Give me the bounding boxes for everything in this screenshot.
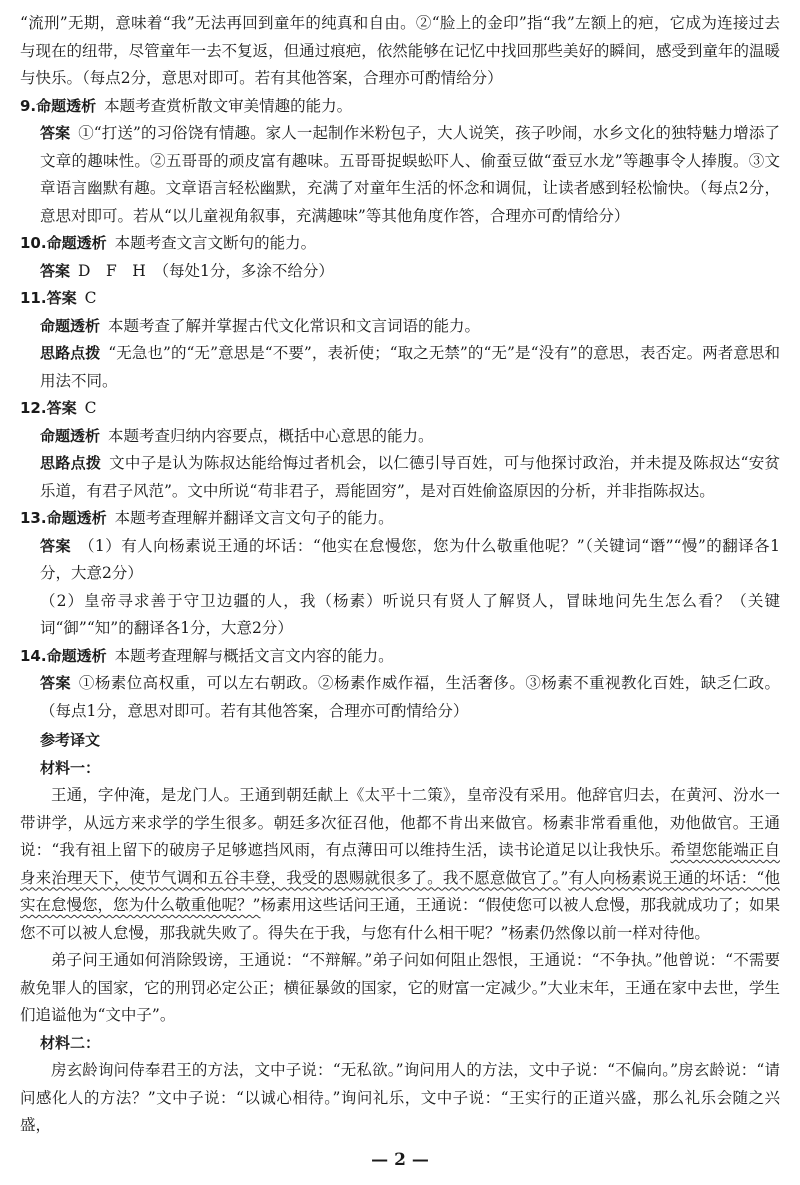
q10-answer-label: 答案 [40,261,71,280]
q10-analysis [20,230,780,258]
q14-number: 14. [20,646,47,665]
q12-answer [20,395,780,423]
q10-analysis-label: 命题透析 [46,234,107,252]
q14-answer-label: 答案 [40,674,71,692]
q14-answer-text: ①杨素位高权重，可以左右朝政。②杨素作威作福，生活奢侈。③杨素不重视教化百姓，缺乏仁政。（每点1分，意思对即可。若有其他答案，合理亦可酌情给分） [40,674,780,720]
q9-number: 9. [20,96,37,115]
q13-answer-text-1: （1）有人向杨素说王通的坏话：“他实在怠慢您，您为什么敬重他呢？”（关键词“谮”“慢”的翻译各1分，大意2分） [40,536,780,582]
q11-hint [20,340,780,395]
q12-analysis-text: 本题考查归纳内容要点，概括中心意思的能力。 [108,426,434,445]
q13-analysis [20,505,780,533]
q9-analysis-label: 命题透析 [36,96,97,115]
q9-answer [20,120,780,230]
q9-analysis [20,93,780,121]
material-2-label: 材料二： [40,1033,101,1052]
q10-answer [20,258,780,286]
q12-analysis-label: 命题透析 [40,426,101,445]
q13-answer [20,533,780,588]
q9-analysis-text: 本题考查赏析散文审美情趣的能力。 [104,96,353,115]
q12-answer-label: 答案 [46,399,77,417]
answer-8-continuation: “流刑”无期，意味着“我”无法再回到童年的纯真和自由。②“脸上的金印”指“我”左额上的疤，它成为连接过去与现在的纽带，尽管童年一去不复返，但通过痕疤，依然能够在记忆中找回那些美好的瞬间，感受到童年的温暖与快乐。（每点2分，意思对即可。若有其他答案，合理亦可酌情给分） [20,14,780,87]
material-2-paragraph-1: 房玄龄询问侍奉君王的方法，文中子说：“无私欲。”询问用人的方法，文中子说：“不偏向。”房玄龄说：“请问感化人的方法？”文中子说：“以诚心相待。”询问礼乐，文中子说：“王实行的正道兴盛，那么礼乐会随之兴盛， [20,1061,780,1134]
q11-hint-label: 思路点拨 [40,344,101,362]
q14-answer [20,670,780,725]
q10-number: 10. [20,234,47,252]
q11-analysis-text: 本题考查了解并掌握古代文化常识和文言词语的能力。 [108,316,481,335]
q11-answer-label: 答案 [46,289,77,307]
q14-analysis-text: 本题考查理解与概括文言文内容的能力。 [114,646,394,665]
q12-answer-text: C [84,399,97,417]
q10-answer-text: D F H （每处1分，多涂不给分） [78,261,334,280]
q11-analysis-label: 命题透析 [40,316,101,335]
material-1-label: 材料一： [40,758,101,777]
q13-analysis-label: 命题透析 [46,509,107,527]
wavy-underline-sentence-1: 希望您能端正自身来治理天下，使节气调和五谷丰登，我受的恩赐就很多了。我不愿意做官了。 [20,841,780,887]
q12-analysis [20,423,780,451]
q12-number: 12. [20,399,47,417]
page-number: — 2 — [371,1150,429,1170]
q11-number: 11. [20,289,47,307]
q14-analysis [20,643,780,671]
q12-hint-text: 文中子是认为陈叔达能给悔过者机会，以仁德引导百姓，可与他探讨政治，并未提及陈叔达“安贫乐道，有君子风范”。文中所说“苟非君子，焉能固穷”，是对百姓偷盗原因的分析，并非指陈叔达。 [40,454,780,500]
q12-hint [20,450,780,505]
translation-heading: 参考译文 [40,731,101,749]
q11-answer-text: C [84,289,97,307]
q9-answer-label: 答案 [40,124,71,142]
material-1-paragraph-1: 王通，字仲淹，是龙门人。王通到朝廷献上《太平十二策》，皇帝没有采用。他辞官归去，在黄河、汾水一带讲学，从远方来求学的学生很多。朝廷多次征召他，他都不肯出来做官。杨素非常看重他，劝他做官。王通说：“我有祖上留下的破房子足够遮挡风雨，有点薄田可以维持生活，读书论道足以让我快乐。希望您能端正自身来治理天下，使节气调和五谷丰登，我受的恩赐就很多了。我不愿意做官了。”有人向杨素说王通的坏话：“他实在怠慢您，您为什么敬重他呢？”杨素用这些话问王通，王通说：“假使您可以被人怠慢，那我就成功了；如果您不可以被人怠慢，那我就失败了。得失在于我，与您有什么相干呢？”杨素仍然像以前一样对待他。 [20,786,780,942]
material-1-paragraph-2: 弟子问王通如何消除毁谤，王通说：“不辩解。”弟子问如何阻止怨恨，王通说：“不争执。”他曾说：“不需要赦免罪人的国家，它的刑罚必定公正；横征暴敛的国家，它的财富一定减少。”大业末年，王通在家中去世，学生们追谥他为“文中子”。 [20,951,780,1024]
q13-answer-label: 答案 [40,536,71,555]
q14-analysis-label: 命题透析 [46,646,107,665]
q13-answer-2: （2）皇帝寻求善于守卫边疆的人，我（杨素）听说只有贤人了解贤人，冒昧地问先生怎么看？（关键词“御”“知”的翻译各1分，大意2分） [40,591,780,637]
q13-analysis-text: 本题考查理解并翻译文言文句子的能力。 [114,509,394,527]
q13-number: 13. [20,509,47,527]
q9-answer-text: ①“打送”的习俗饶有情趣。家人一起制作米粉包子，大人说笑，孩子吵闹，水乡文化的独特魅力增添了文章的趣味性。②五哥哥的顽皮富有趣味。五哥哥捉蜈蚣吓人、偷蚕豆做“蚕豆水龙”等趣事令人捧腹。③文章语言幽默有趣。文章语言轻松幽默，充满了对童年生活的怀念和调侃，让读者感到轻松愉快。（每点2分，意思对即可。若从“以儿童视角叙事，充满趣味”等其他角度作答，合理亦可酌情给分） [40,124,780,225]
q12-hint-label: 思路点拨 [40,454,102,472]
q11-hint-text: “无急也”的“无”意思是“不要”，表祈使；“取之无禁”的“无”是“没有”的意思，表否定。两者意思和用法不同。 [40,344,780,390]
q10-analysis-text: 本题考查文言文断句的能力。 [114,234,317,252]
wavy-underline-sentence-2: 有人向杨素说王通的坏话：“他实在怠慢您，您为什么敬重他呢？” [20,868,780,914]
q11-answer [20,285,780,313]
q11-analysis [20,313,780,341]
